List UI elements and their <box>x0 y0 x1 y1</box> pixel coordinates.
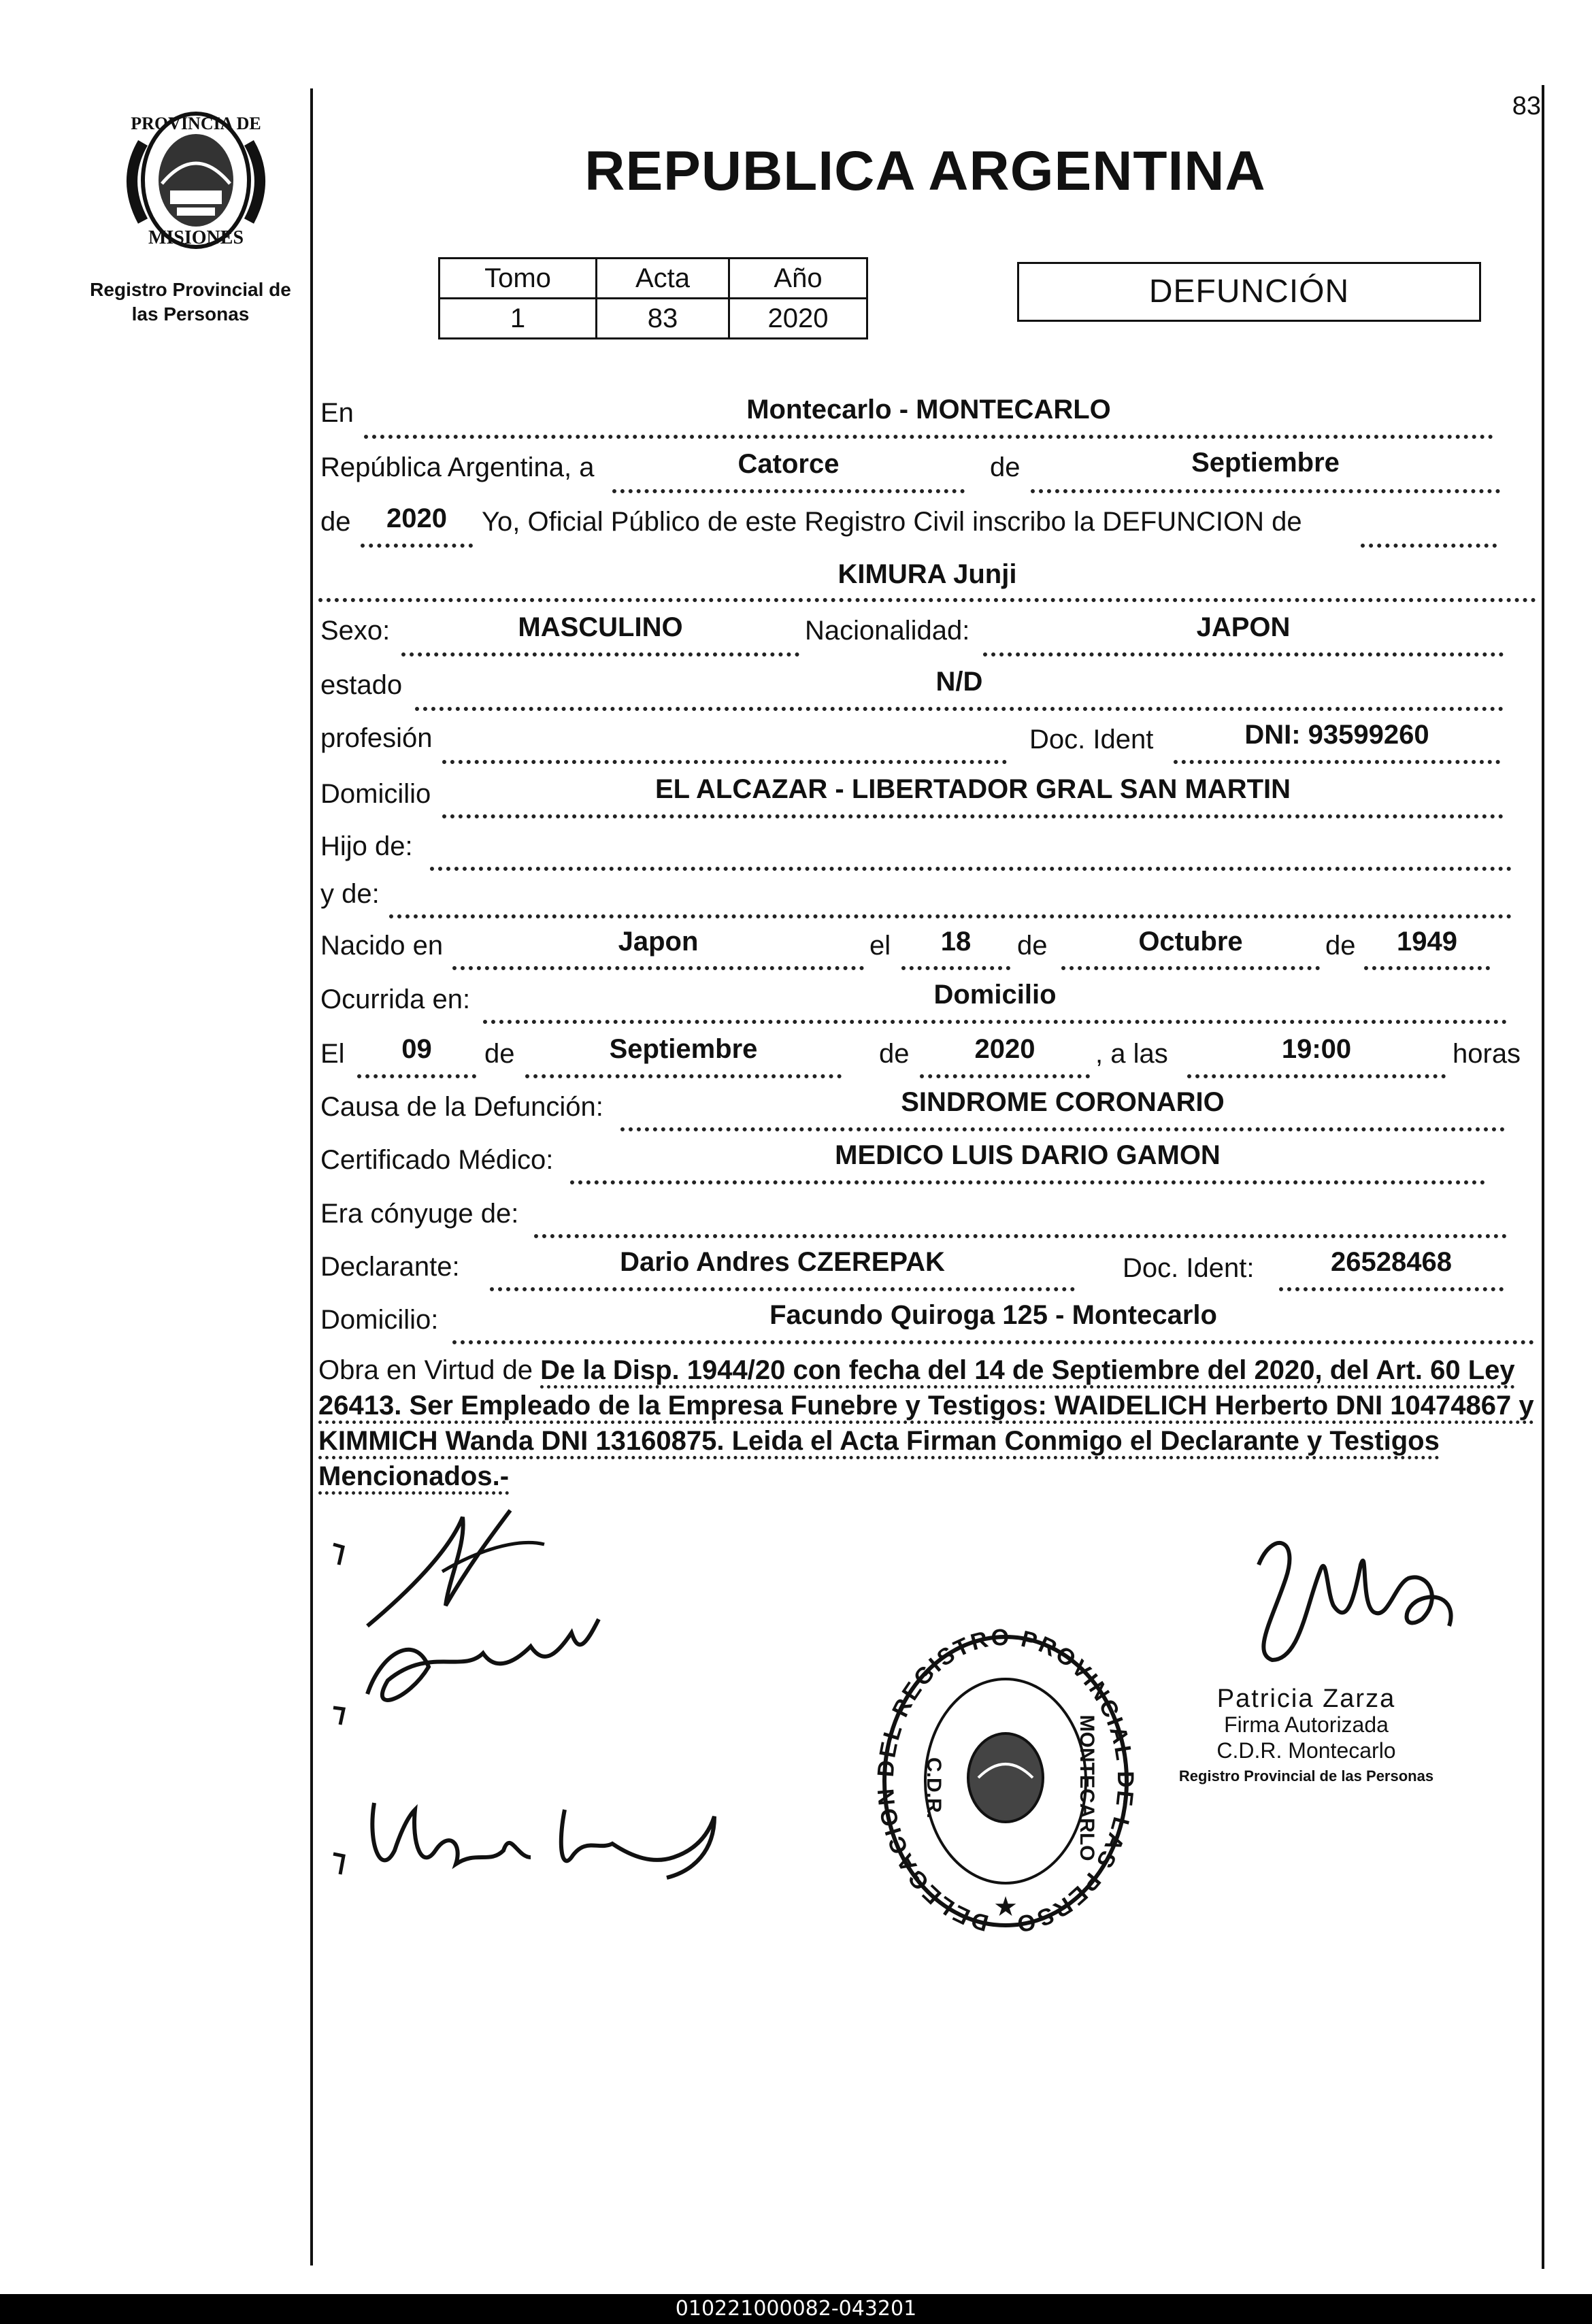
stamp-ring-text: DELEGACION DEL REGISTRO PROVINCIAL DE LAS PERSONAS <box>867 1611 1139 1938</box>
mes-value: Septiembre <box>1191 448 1340 478</box>
tomo-header: Tomo <box>440 259 597 299</box>
anio-value: 2020 <box>729 299 867 339</box>
domicilio-value: EL ALCAZAR - LIBERTADOR GRAL SAN MARTIN <box>654 774 1291 804</box>
official-office: C.D.R. Montecarlo <box>1216 1738 1396 1763</box>
de2-label: de <box>320 507 351 537</box>
ocurrida-label: Ocurrida en: <box>320 984 471 1014</box>
profesion-label: profesión <box>320 723 433 753</box>
official-registry: Registro Provincial de las Personas <box>1178 1767 1434 1784</box>
en-label: En <box>320 398 354 428</box>
nac-mes-value: Octubre <box>1138 927 1243 957</box>
official-role: Firma Autorizada <box>1224 1712 1389 1737</box>
star-icon: ★ <box>993 1892 1018 1922</box>
de5-label: de <box>484 1039 515 1069</box>
official-name: Patricia Zarza <box>1216 1684 1396 1713</box>
causa-label: Causa de la Defunción: <box>320 1092 603 1122</box>
inscribo-tail-field <box>1361 514 1497 548</box>
conyuge-label: Era cónyuge de: <box>320 1199 519 1229</box>
hijo-field <box>430 837 1512 871</box>
stamp-inner-right: MONTECARLO <box>1076 1714 1098 1861</box>
estado-label: estado <box>320 670 403 700</box>
legal-basis-paragraph <box>318 1352 1536 1494</box>
page-title: REPUBLICA ARGENTINA <box>584 140 1266 202</box>
obra-label: Obra en Virtud de <box>318 1355 533 1385</box>
def-hora-value: 19:00 <box>1281 1034 1352 1064</box>
el2-label: El <box>320 1039 345 1069</box>
obra-value: De la Disp. 1944/20 con fecha del 14 de Septiembre del 2020, del Art. 60 Ley 26413. Ser Empleado de la Empresa Funebre y Testigos: WAIDELICH Herberto DNI 10474867 y KIMMICH Wanda DNI 13160875. Leida el Acta Firman Conmigo el Declarante y Testigos Mencionados.- <box>318 1355 1534 1495</box>
declarante-label: Declarante: <box>320 1252 460 1282</box>
left-margin-rule <box>310 88 313 2265</box>
profesion-field <box>442 730 1007 764</box>
nacionalidad-label: Nacionalidad: <box>805 616 970 646</box>
official-stamp <box>867 1611 1139 1944</box>
ocurrida-value: Domicilio <box>933 980 1057 1010</box>
de3-label: de <box>1017 931 1048 961</box>
en-value: Montecarlo - MONTECARLO <box>746 395 1111 425</box>
docident2-value: 26528468 <box>1331 1247 1452 1277</box>
official-signature <box>1245 1524 1463 1674</box>
certificado-label: Certificado Médico: <box>320 1145 554 1175</box>
stamp-inner-left: C.D.R. <box>923 1757 945 1819</box>
def-dia-value: 09 <box>401 1034 432 1064</box>
hijo-label: Hijo de: <box>320 831 413 861</box>
sexo-value: MASCULINO <box>518 612 683 642</box>
sexo-label: Sexo: <box>320 616 391 646</box>
def-anio-value: 2020 <box>974 1034 1035 1064</box>
docident2-label: Doc. Ident: <box>1123 1253 1255 1283</box>
logo-text-top: PROVINCIA DE <box>131 114 261 133</box>
el-label: el <box>869 931 891 961</box>
witness2-signature <box>327 1789 748 1898</box>
de4-label: de <box>1325 931 1356 961</box>
nacido-label: Nacido en <box>320 931 444 961</box>
domicilio2-value: Facundo Quiroga 125 - Montecarlo <box>769 1300 1217 1330</box>
acta-value: 83 <box>597 299 729 339</box>
record-reference-table <box>438 257 868 339</box>
def-mes-value: Septiembre <box>609 1034 758 1064</box>
estado-value: N/D <box>935 667 983 697</box>
anio-value: 2020 <box>386 503 447 533</box>
official-signature-block <box>1163 1686 1449 1789</box>
domicilio-label: Domicilio <box>320 779 431 809</box>
alas-label: , a las <box>1095 1039 1168 1069</box>
nacido-value: Japon <box>618 927 699 957</box>
declarante-value: Dario Andres CZEREPAK <box>620 1247 945 1277</box>
conyuge-field <box>534 1204 1507 1238</box>
de-label: de <box>990 452 1021 482</box>
certificado-value: MEDICO LUIS DARIO GAMON <box>835 1140 1221 1170</box>
witness1-signature <box>327 1592 640 1728</box>
document-type-box: DEFUNCIÓN <box>1017 262 1481 322</box>
acta-header: Acta <box>597 259 729 299</box>
nacionalidad-value: JAPON <box>1196 612 1291 642</box>
causa-value: SINDROME CORONARIO <box>901 1087 1225 1117</box>
nombre-value: KIMURA Junji <box>838 559 1017 589</box>
nac-dia-value: 18 <box>940 927 972 957</box>
tomo-value: 1 <box>440 299 597 339</box>
organization-line1: Registro Provincial de <box>90 279 291 300</box>
organization-line2: las Personas <box>131 303 250 325</box>
nac-anio-value: 1949 <box>1397 927 1457 957</box>
yde-label: y de: <box>320 879 380 909</box>
republica-label: República Argentina, a <box>320 452 595 482</box>
yde-field <box>389 884 1512 918</box>
de6-label: de <box>879 1039 910 1069</box>
docident-label: Doc. Ident <box>1029 725 1154 754</box>
dia-value: Catorce <box>737 449 840 479</box>
inscribo-text: Yo, Oficial Público de este Registro Civil inscribo la DEFUNCION de <box>482 507 1302 537</box>
barcode-number: 010221000082-043201 <box>0 2294 1592 2324</box>
logo-text-bottom: MISIONES <box>148 227 244 248</box>
page-number: 83 <box>1512 92 1541 120</box>
domicilio2-label: Domicilio: <box>320 1305 439 1335</box>
horas-label: horas <box>1453 1039 1521 1069</box>
organization-name <box>82 278 299 327</box>
right-margin-rule <box>1542 85 1544 2269</box>
docident-value: DNI: 93599260 <box>1244 720 1429 750</box>
anio-header: Año <box>729 259 867 299</box>
